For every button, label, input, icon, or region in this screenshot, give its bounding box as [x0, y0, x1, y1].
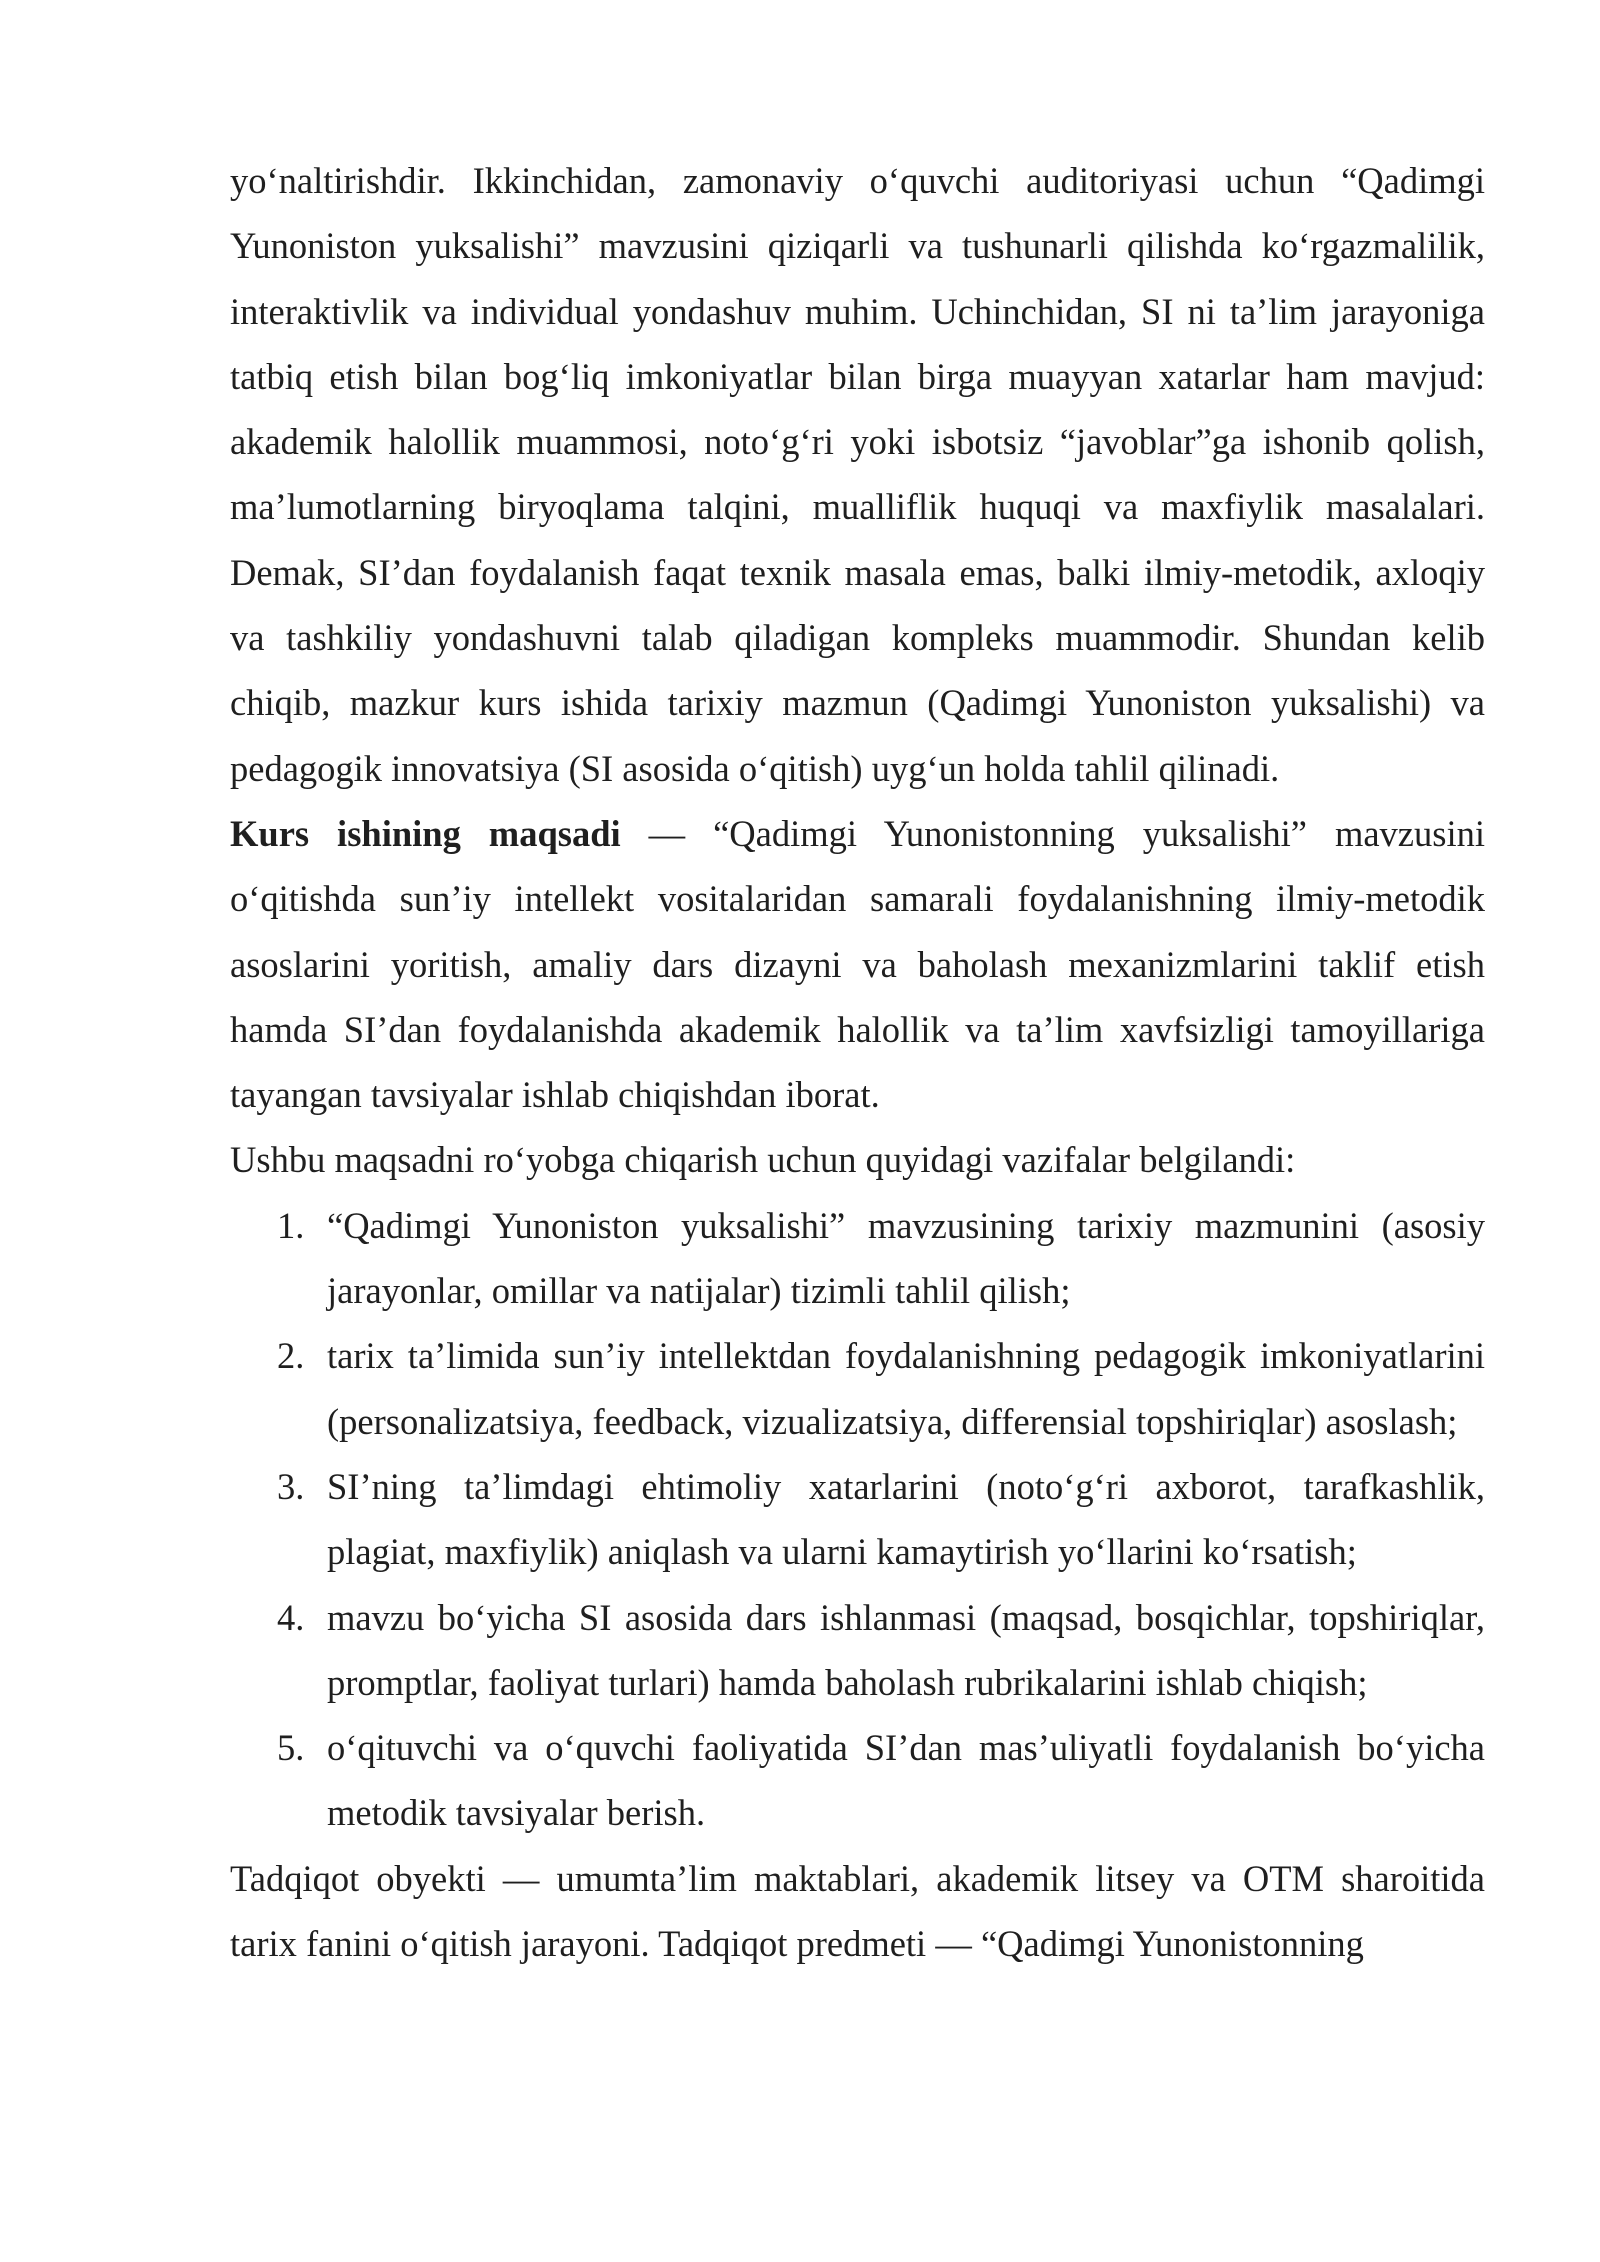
tasks-list — [230, 1193, 1485, 1846]
intro-paragraph: yo‘naltirishdir. Ikkinchidan, zamonaviy o‘quvchi auditoriyasi uchun “Qadimgi Yunoniston yuksalishi” mavzusini qiziqarli va tushunarli qilishda ko‘rgazmalilik, interaktivlik va individual yondashuv muhim. Uchinchidan, SI ni ta’lim jarayoniga tatbiq etish bilan bog‘liq imkoniyatlar bilan birga muayyan xatarlar ham mavjud: akademik halollik muammosi, noto‘g‘ri yoki isbotsiz “javoblar”ga ishonib qolish, ma’lumotlarning biryoqlama talqini, mualliflik huquqi va maxfiylik masalalari. Demak, SI’dan foydalanish faqat texnik masala emas, balki ilmiy-metodik, axloqiy va tashkiliy yondashuvni talab qiladigan kompleks muammodir. Shundan kelib chiqib, mazkur kurs ishida tarixiy mazmun (Qadimgi Yunoniston yuksalishi) va pedagogik innovatsiya (SI asosida o‘qitish) uyg‘un holda tahlil qilinadi. — [230, 160, 1485, 789]
list-item — [277, 1715, 1485, 1846]
goal-label: Kurs ishining maqsadi — [230, 812, 621, 854]
list-item-number: 1. — [277, 1204, 305, 1246]
list-item — [277, 1454, 1485, 1585]
list-item — [277, 1193, 1485, 1324]
list-item-number: 4. — [277, 1596, 305, 1638]
list-item-number: 3. — [277, 1465, 305, 1507]
list-item-text: tarix ta’limida sun’iy intellektdan foydalanishning pedagogik imkoniyatlarini (personalizatsiya, feedback, vizualizatsiya, differensial topshiriqlar) asoslash; — [327, 1335, 1485, 1442]
document-page — [230, 148, 1485, 1976]
goal-paragraph — [230, 801, 1485, 1127]
list-item-number: 5. — [277, 1727, 305, 1769]
goal-text: — “Qadimgi Yunonistonning yuksalishi” mavzusini o‘qitishda sun’iy intellekt vositalaridan samarali foydalanishning ilmiy-metodik asoslarini yoritish, amaliy dars dizayni va baholash mexanizmlarini taklif etish hamda SI’dan foydalanishda akademik halollik va ta’lim xavfsizligi tamoyillariga tayangan tavsiyalar ishlab chiqishdan iborat. — [230, 812, 1485, 1116]
tasks-intro: Ushbu maqsadni ro‘yobga chiqarish uchun quyidagi vazifalar belgilandi: — [230, 1139, 1296, 1181]
list-item — [277, 1585, 1485, 1716]
list-item-number: 2. — [277, 1335, 305, 1377]
closing-paragraph: Tadqiqot obyekti — umumta’lim maktablari, akademik litsey va OTM sharoitida tarix fanini o‘qitish jarayoni. Tadqiqot predmeti — “Qadimgi Yunonistonning — [230, 1857, 1485, 1965]
list-item — [277, 1323, 1485, 1454]
list-item-text: SI’ning ta’limdagi ehtimoliy xatarlarini (noto‘g‘ri axborot, tarafkashlik, plagiat, maxfiylik) aniqlash va ularni kamaytirish yo‘llarini ko‘rsatish; — [327, 1465, 1485, 1573]
list-item-text: o‘qituvchi va o‘quvchi faoliyatida SI’dan mas’uliyatli foydalanish bo‘yicha metodik tavsiyalar berish. — [327, 1727, 1485, 1834]
list-item-text: “Qadimgi Yunoniston yuksalishi” mavzusining tarixiy mazmunini (asosiy jarayonlar, omillar va natijalar) tizimli tahlil qilish; — [327, 1204, 1485, 1312]
list-item-text: mavzu bo‘yicha SI asosida dars ishlanmasi (maqsad, bosqichlar, topshiriqlar, promptlar, faoliyat turlari) hamda baholash rubrikalarini ishlab chiqish; — [327, 1596, 1485, 1703]
